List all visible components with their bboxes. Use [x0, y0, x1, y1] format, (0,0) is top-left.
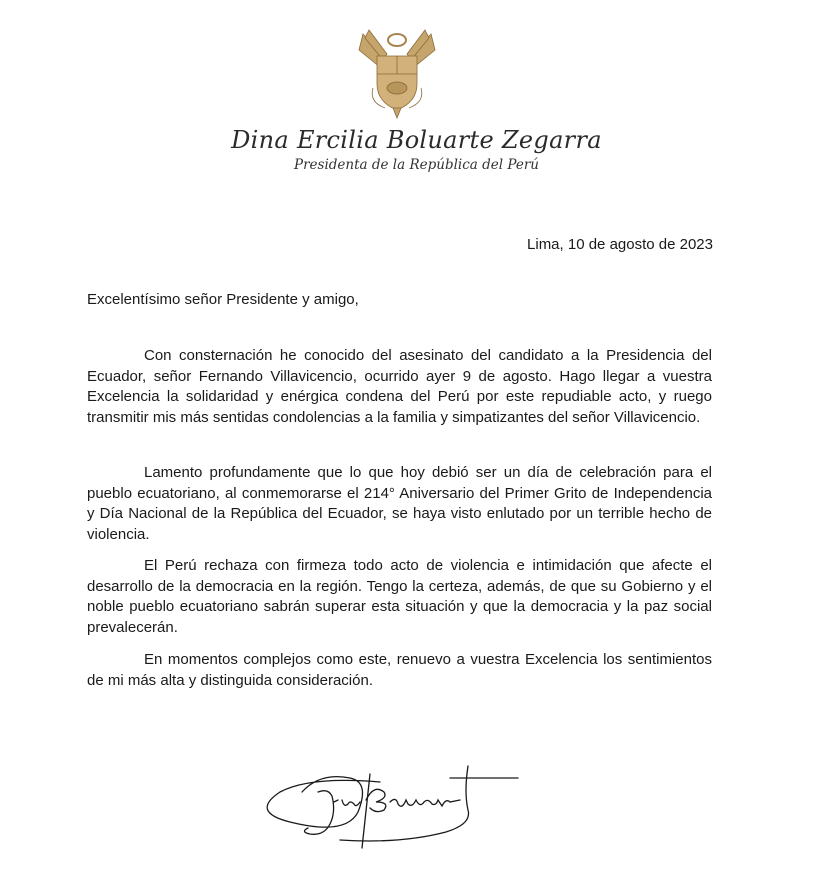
- salutation: Excelentísimo señor Presidente y amigo,: [87, 291, 359, 308]
- paragraph-4: [87, 650, 712, 691]
- paragraph-2-text: Lamento profundamente que lo que hoy debió ser un día de celebración para el pueblo ecuatoriano, al conmemorarse el 214° Aniversario del Primer Grito de Independencia y Día Nacional de la República del Ecuador, se haya visto enlutado por un terrible hecho de violencia.: [87, 464, 712, 543]
- signature: [250, 752, 540, 862]
- paragraph-3-text: El Perú rechaza con firmeza todo acto de violencia e intimidación que afecte el desarrollo de la democracia en la región. Tengo la certeza, además, de que su Gobierno y el noble pueblo ecuatoriano sabrán superar esta situación y que la democracia y la paz social prevalecerán.: [87, 557, 712, 636]
- paragraph-1-text: Con consternación he conocido del asesinato del candidato a la Presidencia del Ecuador, señor Fernando Villavicencio, ocurrido ayer 9 de agosto. Hago llegar a vuestra Excelencia la solidaridad y enérgica condena del Perú por este repudiable acto, y ruego transmitir mis más sentidas condolencias a la familia y simpatizantes del señor Villavicencio.: [87, 347, 712, 426]
- paragraph-2: [87, 463, 712, 545]
- letterhead-name: Dina Ercilia Boluarte Zegarra: [231, 126, 602, 154]
- paragraph-4-text: En momentos complejos como este, renuevo a vuestra Excelencia los sentimientos de mi más alta y distinguida consideración.: [87, 651, 712, 689]
- letter-date: Lima, 10 de agosto de 2023: [527, 236, 713, 253]
- peru-coat-of-arms-icon: [355, 28, 439, 120]
- paragraph-1: [87, 346, 712, 428]
- letterhead-title: Presidenta de la República del Perú: [294, 157, 539, 173]
- paragraph-3: [87, 556, 712, 638]
